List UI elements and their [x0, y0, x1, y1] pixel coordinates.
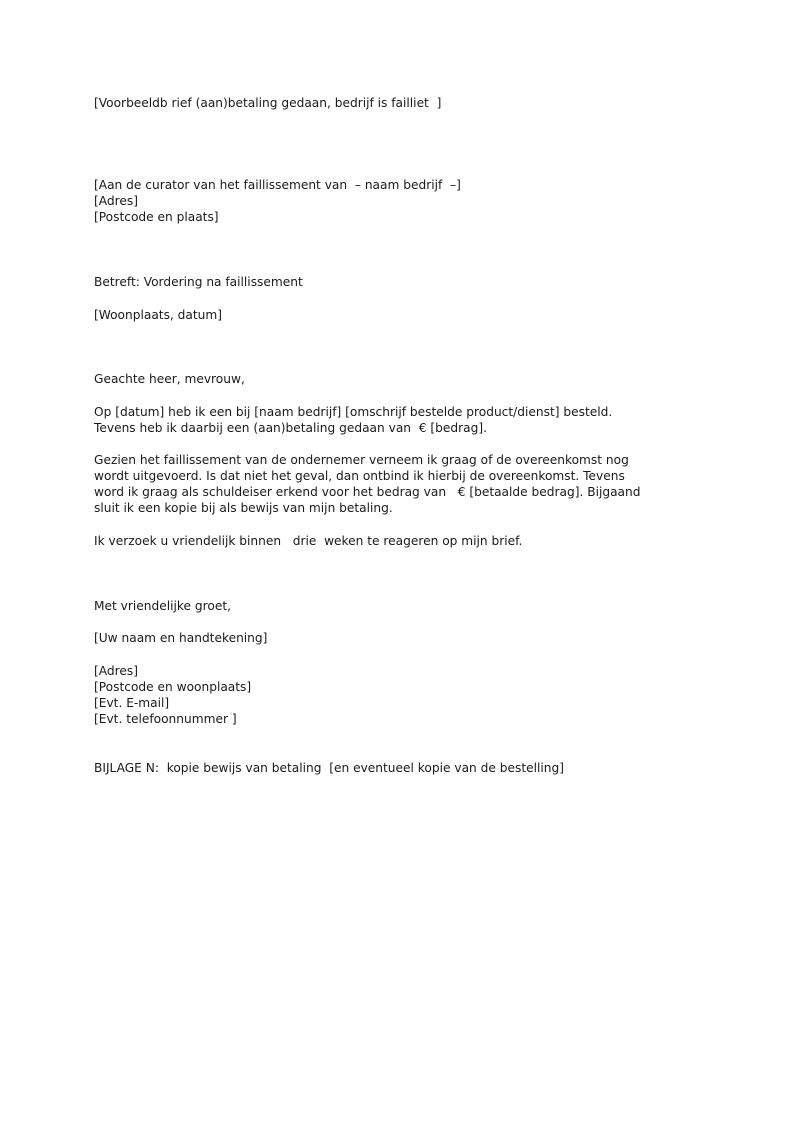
sender-line-3: [Evt. E-mail] [94, 696, 170, 710]
salutation: Geachte heer, mevrouw, [94, 372, 245, 386]
paragraph-1-line-2: Tevens heb ik daarbij een (aan)betaling gedaan van € [bedrag]. [94, 421, 487, 435]
letter-title: [Voorbeeldb rief (aan)betaling gedaan, bedrijf is failliet ] [94, 96, 442, 110]
recipient-line-2: [Adres] [94, 194, 138, 208]
paragraph-1-line-1: Op [datum] heb ik een bij [naam bedrijf] [omschrijf bestelde product/dienst] besteld. [94, 405, 613, 419]
paragraph-3: Ik verzoek u vriendelijk binnen drie weken te reageren op mijn brief. [94, 534, 523, 548]
paragraph-2-line-1: Gezien het faillissement van de ondernemer verneem ik graag of de overeenkomst nog [94, 453, 629, 467]
paragraph-2-line-3: word ik graag als schuldeiser erkend voor het bedrag van € [betaalde bedrag]. Bijgaand [94, 485, 641, 499]
subject-line: Betreft: Vordering na faillissement [94, 275, 303, 289]
signature-placeholder: [Uw naam en handtekening] [94, 631, 268, 645]
paragraph-2-line-2: wordt uitgevoerd. Is dat niet het geval, dan ontbind ik hierbij de overeenkomst. Tevens [94, 469, 625, 483]
sender-line-2: [Postcode en woonplaats] [94, 680, 252, 694]
recipient-line-3: [Postcode en plaats] [94, 210, 219, 224]
attachment-line: BIJLAGE N: kopie bewijs van betaling [en eventueel kopie van de bestelling] [94, 761, 564, 775]
place-date: [Woonplaats, datum] [94, 308, 222, 322]
sender-line-1: [Adres] [94, 664, 138, 678]
sender-line-4: [Evt. telefoonnummer ] [94, 712, 237, 726]
closing: Met vriendelijke groet, [94, 599, 231, 613]
recipient-line-1: [Aan de curator van het faillissement van – naam bedrijf –] [94, 178, 461, 192]
paragraph-2-line-4: sluit ik een kopie bij als bewijs van mijn betaling. [94, 501, 393, 515]
